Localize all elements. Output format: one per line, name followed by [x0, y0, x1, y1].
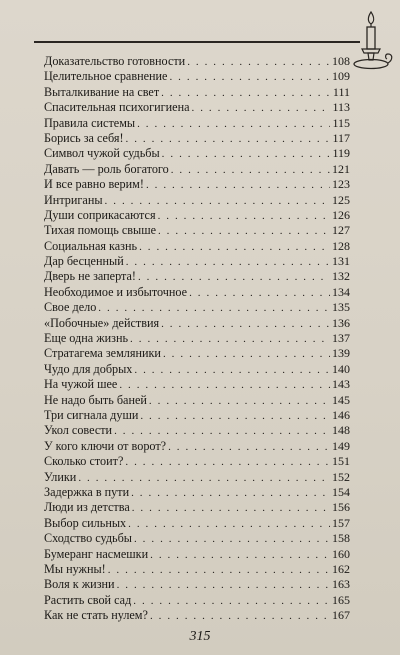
toc-entry-page: 156	[332, 500, 350, 515]
toc-entry-title: Выталкивание на свет	[44, 84, 160, 99]
toc-entry	[44, 331, 350, 346]
toc-dot-leader	[132, 501, 330, 516]
toc-entry	[44, 516, 350, 531]
toc-entry-title: Не надо быть баней	[44, 392, 147, 407]
toc-entry-page: 111	[332, 84, 350, 99]
toc-dot-leader	[117, 578, 330, 593]
toc-entry	[44, 454, 350, 469]
toc-entry-title: Укол совести	[44, 423, 113, 438]
toc-dot-leader	[130, 332, 330, 347]
toc-dot-leader	[158, 224, 330, 239]
toc-entry	[44, 300, 350, 315]
toc-entry-page: 152	[332, 469, 350, 484]
toc-entry-title: «Побочные» действия	[44, 315, 160, 330]
toc-entry-page: 137	[332, 331, 350, 346]
toc-entry-page: 163	[332, 577, 350, 592]
toc-entry-title: Выбор сильных	[44, 515, 127, 530]
toc-entry-title: Мы нужны!	[44, 561, 106, 576]
toc-dot-leader	[134, 363, 330, 378]
toc-dot-leader	[134, 532, 330, 547]
toc-dot-leader	[150, 609, 330, 624]
toc-entry-title: На чужой шее	[44, 377, 118, 392]
toc-entry	[44, 500, 350, 515]
toc-dot-leader	[146, 178, 330, 193]
toc-entry-title: Чудо для добрых	[44, 361, 133, 376]
toc-entry-title: Сколько стоит?	[44, 454, 124, 469]
toc-entry-page: 125	[332, 192, 350, 207]
toc-entry-page: 165	[332, 592, 350, 607]
toc-entry-page: 126	[332, 207, 350, 222]
toc-entry-page: 151	[332, 454, 350, 469]
candle-icon	[348, 8, 394, 72]
toc-dot-leader	[162, 147, 331, 162]
toc-entry	[44, 193, 350, 208]
toc-entry-title: Тихая помощь свыше	[44, 223, 156, 238]
toc-entry	[44, 423, 350, 438]
toc-entry-title: Растить свой сад	[44, 592, 132, 607]
toc-entry-page: 108	[332, 54, 350, 68]
toc-entry	[44, 346, 350, 361]
toc-entry-page: 121	[332, 161, 350, 176]
toc-dot-leader	[125, 455, 330, 470]
toc-entry	[44, 116, 350, 131]
toc-entry	[44, 547, 350, 562]
toc-entry	[44, 285, 350, 300]
toc-entry-title: Дверь не заперта!	[44, 269, 136, 284]
toc-entry-title: Спасительная психогигиена	[44, 100, 190, 115]
toc-dot-leader	[138, 270, 330, 285]
toc-entry-title: Еще одна жизнь	[44, 331, 129, 346]
toc-entry	[44, 439, 350, 454]
toc-entry-page: 132	[332, 269, 350, 284]
toc-dot-leader	[119, 378, 330, 393]
toc-dot-leader	[163, 347, 330, 362]
toc-entry-page: 139	[332, 346, 350, 361]
toc-entry-page: 160	[332, 546, 350, 561]
toc-entry-title: Улики	[44, 469, 77, 484]
toc-dot-leader	[140, 409, 330, 424]
toc-entry-page: 136	[332, 315, 350, 330]
toc-dot-leader	[133, 594, 330, 609]
toc-entry	[44, 362, 350, 377]
toc-entry-title: Свое дело	[44, 300, 97, 315]
toc-entry-title: И все равно верим!	[44, 177, 144, 192]
toc-entry-title: Социальная казнь	[44, 238, 138, 253]
toc-dot-leader	[168, 440, 330, 455]
toc-entry-title: Задержка в пути	[44, 484, 130, 499]
toc-entry	[44, 608, 350, 623]
toc-entry-page: 146	[332, 407, 350, 422]
toc-entry-page: 145	[332, 392, 350, 407]
toc-entry-page: 140	[332, 361, 350, 376]
toc-entry-title: У кого ключи от ворот?	[44, 438, 167, 453]
toc-dot-leader	[126, 132, 331, 147]
toc-entry-title: Воля к жизни	[44, 577, 115, 592]
toc-entry-title: Души соприкасаются	[44, 207, 156, 222]
page-number: 315	[189, 629, 211, 644]
toc-dot-leader	[105, 194, 330, 209]
toc-entry-title: Сходство судьбы	[44, 531, 132, 546]
toc-entry-title: Целительное сравнение	[44, 69, 168, 84]
toc-entry-page: 113	[332, 100, 350, 115]
toc-entry	[44, 131, 350, 146]
toc-entry-page: 127	[332, 223, 350, 238]
toc-dot-leader	[192, 101, 331, 116]
toc-entry-page: 157	[332, 515, 350, 530]
toc-entry-page: 134	[332, 284, 350, 299]
toc-entry-title: Интриганы	[44, 192, 103, 207]
toc-entry	[44, 470, 350, 485]
toc-dot-leader	[139, 240, 330, 255]
toc-dot-leader	[98, 301, 330, 316]
toc-entry	[44, 85, 350, 100]
header-rule	[34, 41, 360, 43]
toc-entry-page: 131	[332, 254, 350, 269]
toc-entry-title: Как не стать нулем?	[44, 608, 148, 623]
toc-entry-page: 143	[332, 377, 350, 392]
toc-dot-leader	[161, 86, 331, 101]
toc-entry-title: Борись за себя!	[44, 130, 124, 145]
toc-entry	[44, 100, 350, 115]
toc-entry	[44, 562, 350, 577]
toc-entry	[44, 177, 350, 192]
table-of-contents	[44, 54, 350, 623]
toc-entry-title: Необходимое и избыточное	[44, 284, 188, 299]
toc-dot-leader	[114, 424, 330, 439]
toc-entry	[44, 69, 350, 84]
toc-dot-leader	[171, 163, 330, 178]
toc-entry-page: 109	[332, 69, 350, 84]
toc-entry	[44, 593, 350, 608]
toc-entry	[44, 208, 350, 223]
toc-entry-page: 119	[332, 146, 350, 161]
toc-entry-page: 148	[332, 423, 350, 438]
toc-dot-leader	[131, 486, 330, 501]
toc-entry	[44, 531, 350, 546]
toc-entry-title: Дар бесценный	[44, 254, 124, 269]
toc-entry-page: 158	[332, 531, 350, 546]
toc-entry	[44, 316, 350, 331]
toc-dot-leader	[126, 255, 330, 270]
toc-entry-title: Давать — роль богатого	[44, 161, 169, 176]
toc-entry	[44, 269, 350, 284]
toc-entry	[44, 377, 350, 392]
toc-dot-leader	[169, 70, 330, 85]
toc-entry-title: Стратагема земляники	[44, 346, 161, 361]
toc-entry-title: Три сигнала души	[44, 407, 139, 422]
toc-entry	[44, 254, 350, 269]
toc-entry-title: Люди из детства	[44, 500, 130, 515]
toc-entry-page: 162	[332, 561, 350, 576]
toc-dot-leader	[137, 117, 330, 132]
toc-dot-leader	[128, 517, 330, 532]
toc-entry	[44, 393, 350, 408]
toc-entry-page: 117	[332, 130, 350, 145]
toc-entry	[44, 239, 350, 254]
toc-entry-page: 123	[332, 177, 350, 192]
toc-entry	[44, 162, 350, 177]
toc-entry-title: Доказательство готовности	[44, 54, 186, 68]
toc-dot-leader	[189, 286, 330, 301]
toc-entry	[44, 146, 350, 161]
toc-dot-leader	[78, 471, 330, 486]
toc-entry	[44, 54, 350, 69]
toc-dot-leader	[158, 209, 330, 224]
toc-entry-title: Бумеранг насмешки	[44, 546, 149, 561]
toc-dot-leader	[161, 317, 330, 332]
toc-entry	[44, 577, 350, 592]
toc-entry-page: 135	[332, 300, 350, 315]
toc-entry-title: Символ чужой судьбы	[44, 146, 160, 161]
toc-dot-leader	[187, 55, 330, 70]
toc-entry	[44, 485, 350, 500]
toc-entry-page: 167	[332, 608, 350, 623]
toc-dot-leader	[149, 394, 330, 409]
toc-entry	[44, 223, 350, 238]
toc-entry	[44, 408, 350, 423]
toc-entry-page: 128	[332, 238, 350, 253]
toc-entry-page: 115	[332, 115, 350, 130]
toc-dot-leader	[108, 563, 330, 578]
toc-entry-title: Правила системы	[44, 115, 136, 130]
toc-dot-leader	[150, 548, 330, 563]
toc-entry-page: 154	[332, 484, 350, 499]
toc-entry-page: 149	[332, 438, 350, 453]
